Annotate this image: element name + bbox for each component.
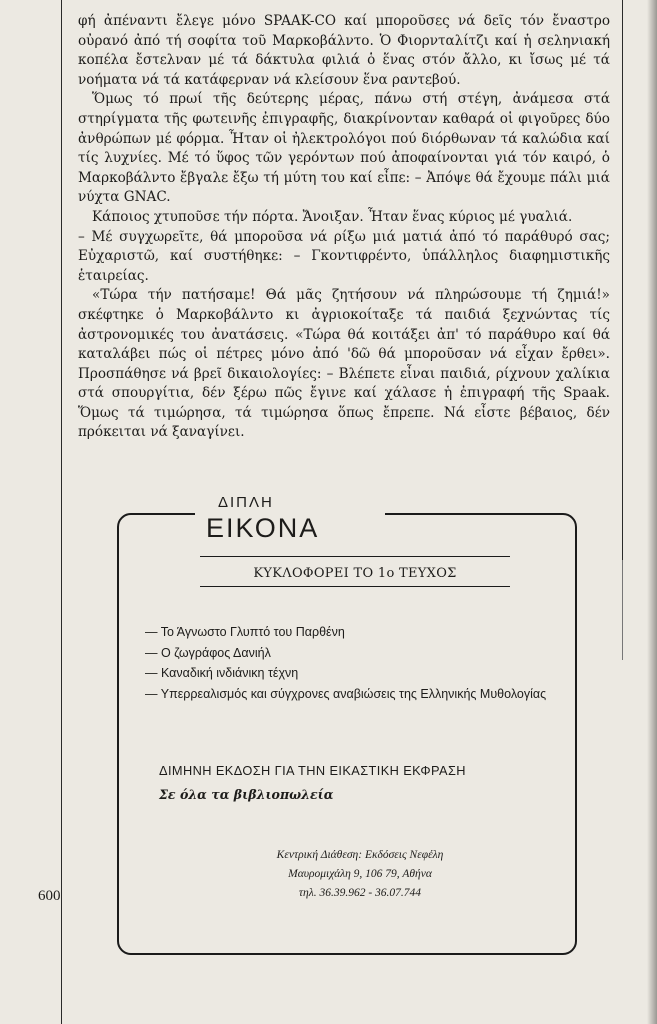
paragraph: – Μέ συγχωρεῖτε, θά μποροῦσα νά ρίξω μιά ματιά ἀπό τό παράθυρό σας; Εὐχαριστῶ, καί συστήθηκε: – Γκοντιφρέντο, ὑπάλληλος διαφημιστικῆς ἑταιρείας. — [78, 228, 610, 284]
list-item: — Καναδική ινδιάνικη τέχνη — [145, 666, 299, 680]
ad-publication-type: ΔΙΜΗΝΗ ΕΚΔΟΣΗ ΓΙΑ ΤΗΝ ΕΙΚΑΣΤΙΚΗ ΕΚΦΡΑΣΗ — [159, 763, 466, 778]
left-margin-rule — [61, 0, 62, 1024]
paragraph: Ὅμως τό πρωί τῆς δεύτερης μέρας, πάνω στή στέγη, ἀνάμεσα στά στηρίγματα τῆς φωτεινῆς ἐπιγραφῆς, διακρίνονταν καθαρά οἱ φιγοῦρες δύο ἀνθρώπων μέ φόρμα. Ἦταν οἱ ἠλεκτρολόγοι πού διόρθωναν τά καλώδια καί τίς λυχνίες. Μέ τό ὕφος τῶν γερόντων πού ἀποφαίνονται γιά τόν καιρό, ὁ Μαρκοβάλντο ἔβγαλε ἔξω τή μύτη του καί εἶπε: – Ἀπόψε θά ἔχουμε πάλι μιά νύχτα GNAC. — [78, 91, 610, 206]
ad-divider-bottom — [200, 586, 510, 587]
ad-address: Μαυρομιχάλη 9, 106 79, Αθήνα — [288, 868, 432, 880]
ad-distribution-info — [240, 846, 480, 903]
page-edge-shadow — [647, 0, 657, 1024]
list-item: — Το Άγνωστο Γλυπτό του Παρθένη — [145, 625, 345, 639]
paragraph: φή ἀπέναντι ἔλεγε μόνο SPAAK-CO καί μποροῦσες νά δεῖς τόν ἔναστρο οὐρανό ἀπό τή σοφίτα τοῦ Μαρκοβάλντο. Ὁ Φιορνταλίτζι καί ἡ σεληνιακή κοπέλα ἔστελναν μέ τά δάκτυλα φιλιά ὁ ἕνας στόν ἄλλο, κι ἴσως μέ τά νοήματα νά τά κατάφερναν νά κλείσουν ἕνα ραντεβού. — [78, 13, 610, 88]
ad-phone: τηλ. 36.39.962 - 36.07.744 — [298, 887, 422, 899]
right-margin-rule — [622, 0, 623, 560]
story-text — [78, 12, 610, 443]
paragraph: «Τώρα τήν πατήσαμε! Θά μᾶς ζητήσουν νά πληρώσουμε τή ζημιά!» σκέφτηκε ὁ Μαρκοβάλντο κι ἀγριοκοίταξε τά παιδιά ξεχνώντας τίς ἀστρονομικές του ἀνατάσεις. «Τώρα θά κοιτάξει ἀπ' τό παράθυρο καί θά καταλάβει πώς οἱ πέτρες μόνο ἀπό 'δῶ θά μποροῦσαν νά εἶχαν ἔρθει». Προσπάθησε νά βρεῖ δικαιολογίες: – Βλέπετε εἶναι παιδιά, ρίχνουν χαλίκια στά σπουργίτια, δέν ξέρω πῶς ἔγινε καί χάλασε ἡ ἐπιγραφή τῆς Spaak. Ὅμως τά τιμώρησα, τά τιμώρησα ὅπως ἔπρεπε. Νά εἶστε βέβαιος, δέν πρόκειται νά ξαναγίνει. — [78, 287, 610, 441]
ad-availability: Σε όλα τα βιβλιοπωλεία — [159, 787, 334, 802]
ad-subtitle: ΚΥΚΛΟΦΟΡΕΙ ΤΟ 1ο ΤΕΥΧΟΣ — [253, 566, 457, 581]
ad-distributor: Κεντρική Διάθεση: Εκδόσεις Νεφέλη — [276, 849, 444, 861]
list-item: — Υπερρεαλισμός και σύγχρονες αναβιώσεις της Ελληνικής Μυθολογίας — [145, 686, 547, 701]
ad-title-small: ΔΙΠΛΗ — [218, 494, 274, 511]
ad-title-big: ΕΙΚΟΝΑ — [206, 513, 320, 543]
ad-divider-top — [200, 556, 510, 557]
page-number: 600 — [38, 888, 61, 904]
right-margin-rule-faint — [622, 560, 623, 660]
paragraph: Κάποιος χτυποῦσε τήν πόρτα. Ἄνοιξαν. Ἦταν ἕνας κύριος μέ γυαλιά. — [92, 208, 573, 225]
list-item: — Ο ζωγράφος Δανιήλ — [145, 645, 271, 660]
ad-contents-list — [145, 622, 555, 704]
